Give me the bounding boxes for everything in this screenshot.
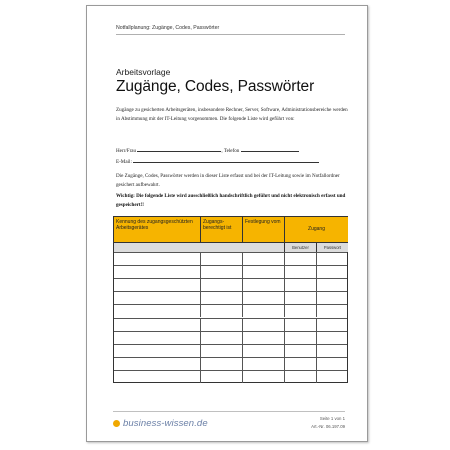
document-subtitle: Arbeitsvorlage <box>116 67 171 77</box>
table-cell <box>201 371 243 383</box>
table-cell <box>317 266 348 278</box>
intro-paragraph: Zugänge zu gesicherten Arbeitsgeräten, insbesondere Rechner, Server, Software, Administrationsbereiche werden in Abstimmung mit der IT-Leitung vorgenommen. Die folgende Liste wird geführt von: <box>116 107 348 123</box>
table-cell <box>243 371 285 383</box>
table-cell <box>285 332 317 344</box>
document-page <box>86 5 368 442</box>
table-cell <box>243 266 285 278</box>
table-cell <box>243 279 285 291</box>
document-header: Notfallplanung: Zugänge, Codes, Passwörter <box>116 25 220 31</box>
warning-text: Wichtig: Die folgende Liste wird ausschließlich handschriftlich geführt und nicht elektronisch erfasst und gespeichert!! <box>116 193 346 209</box>
table-cell <box>285 305 317 317</box>
table-cell <box>285 292 317 304</box>
article-number: Art.-Nr. 06.197.09 <box>311 424 345 429</box>
document-title: Zugänge, Codes, Passwörter <box>116 78 315 95</box>
table-cell <box>317 253 348 265</box>
subheader-password: Passwort <box>317 242 348 252</box>
table-row <box>114 370 347 383</box>
table-cell <box>243 319 285 331</box>
table-cell <box>317 305 348 317</box>
brand-dot-icon <box>113 420 120 427</box>
table-cell <box>243 253 285 265</box>
email-field-row: E-Mail: <box>116 158 319 165</box>
table-cell <box>201 345 243 357</box>
table-cell <box>285 345 317 357</box>
table-cell <box>201 319 243 331</box>
table-cell <box>114 358 201 370</box>
table-cell <box>114 292 201 304</box>
table-row <box>114 344 347 357</box>
table-cell <box>201 305 243 317</box>
table-row <box>114 291 347 304</box>
table-cell <box>114 332 201 344</box>
table-cell <box>243 332 285 344</box>
table-row <box>114 318 347 331</box>
column-header-authorized: Zugangs-berechtigt ist <box>201 217 243 242</box>
table-cell <box>201 266 243 278</box>
table-cell <box>243 358 285 370</box>
footer-divider <box>113 411 345 412</box>
table-cell <box>243 345 285 357</box>
table-cell <box>317 358 348 370</box>
table-cell <box>243 305 285 317</box>
table-cell <box>114 371 201 383</box>
table-row <box>114 278 347 291</box>
table-cell <box>285 266 317 278</box>
table-row <box>114 252 347 265</box>
table-row <box>114 357 347 370</box>
table-row <box>114 331 347 344</box>
table-cell <box>285 358 317 370</box>
table-cell <box>285 319 317 331</box>
page-number: Seite 1 von 1 <box>319 416 345 421</box>
person-field-row <box>116 147 299 154</box>
phone-label: , Telefon <box>221 148 240 154</box>
note-paragraph: Die Zugänge, Codes, Passwörter werden in dieser Liste erfasst und bei der IT-Leitung sowie im Notfallordner gesichert aufbewahrt. <box>116 173 340 189</box>
footer-meta <box>311 415 345 431</box>
subheader-user: Benutzer <box>285 242 317 252</box>
table-cell <box>114 305 201 317</box>
table-cell <box>317 371 348 383</box>
table-cell <box>317 292 348 304</box>
table-cell <box>114 345 201 357</box>
table-cell <box>317 279 348 291</box>
email-blank <box>133 158 319 163</box>
header-divider <box>116 34 345 35</box>
email-label: E-Mail <box>116 159 131 165</box>
person-label: Herr/Frau <box>116 148 137 154</box>
table-cell <box>317 319 348 331</box>
table-cell <box>201 332 243 344</box>
subheader-spacer <box>114 242 285 252</box>
table-cell <box>201 253 243 265</box>
table-cell <box>317 345 348 357</box>
table-row <box>114 304 347 317</box>
column-header-access: Zugang <box>285 217 348 242</box>
table-cell <box>114 253 201 265</box>
brand-logo <box>113 418 208 429</box>
brand-name: business-wissen.de <box>123 418 208 429</box>
table-cell <box>114 279 201 291</box>
table-row <box>114 265 347 278</box>
table-cell <box>243 292 285 304</box>
table-cell <box>201 358 243 370</box>
table-cell <box>201 292 243 304</box>
table-cell <box>201 279 243 291</box>
column-header-date: Festlegung vom <box>243 217 285 242</box>
table-cell <box>285 371 317 383</box>
table-cell <box>285 253 317 265</box>
phone-blank <box>241 147 299 152</box>
table-cell <box>285 279 317 291</box>
column-header-device: Kennung des zugangsgeschützten Arbeitsgerätes <box>114 217 201 242</box>
access-table <box>113 216 348 383</box>
table-cell <box>114 266 201 278</box>
table-cell <box>114 319 201 331</box>
table-cell <box>317 332 348 344</box>
person-blank <box>137 147 221 152</box>
